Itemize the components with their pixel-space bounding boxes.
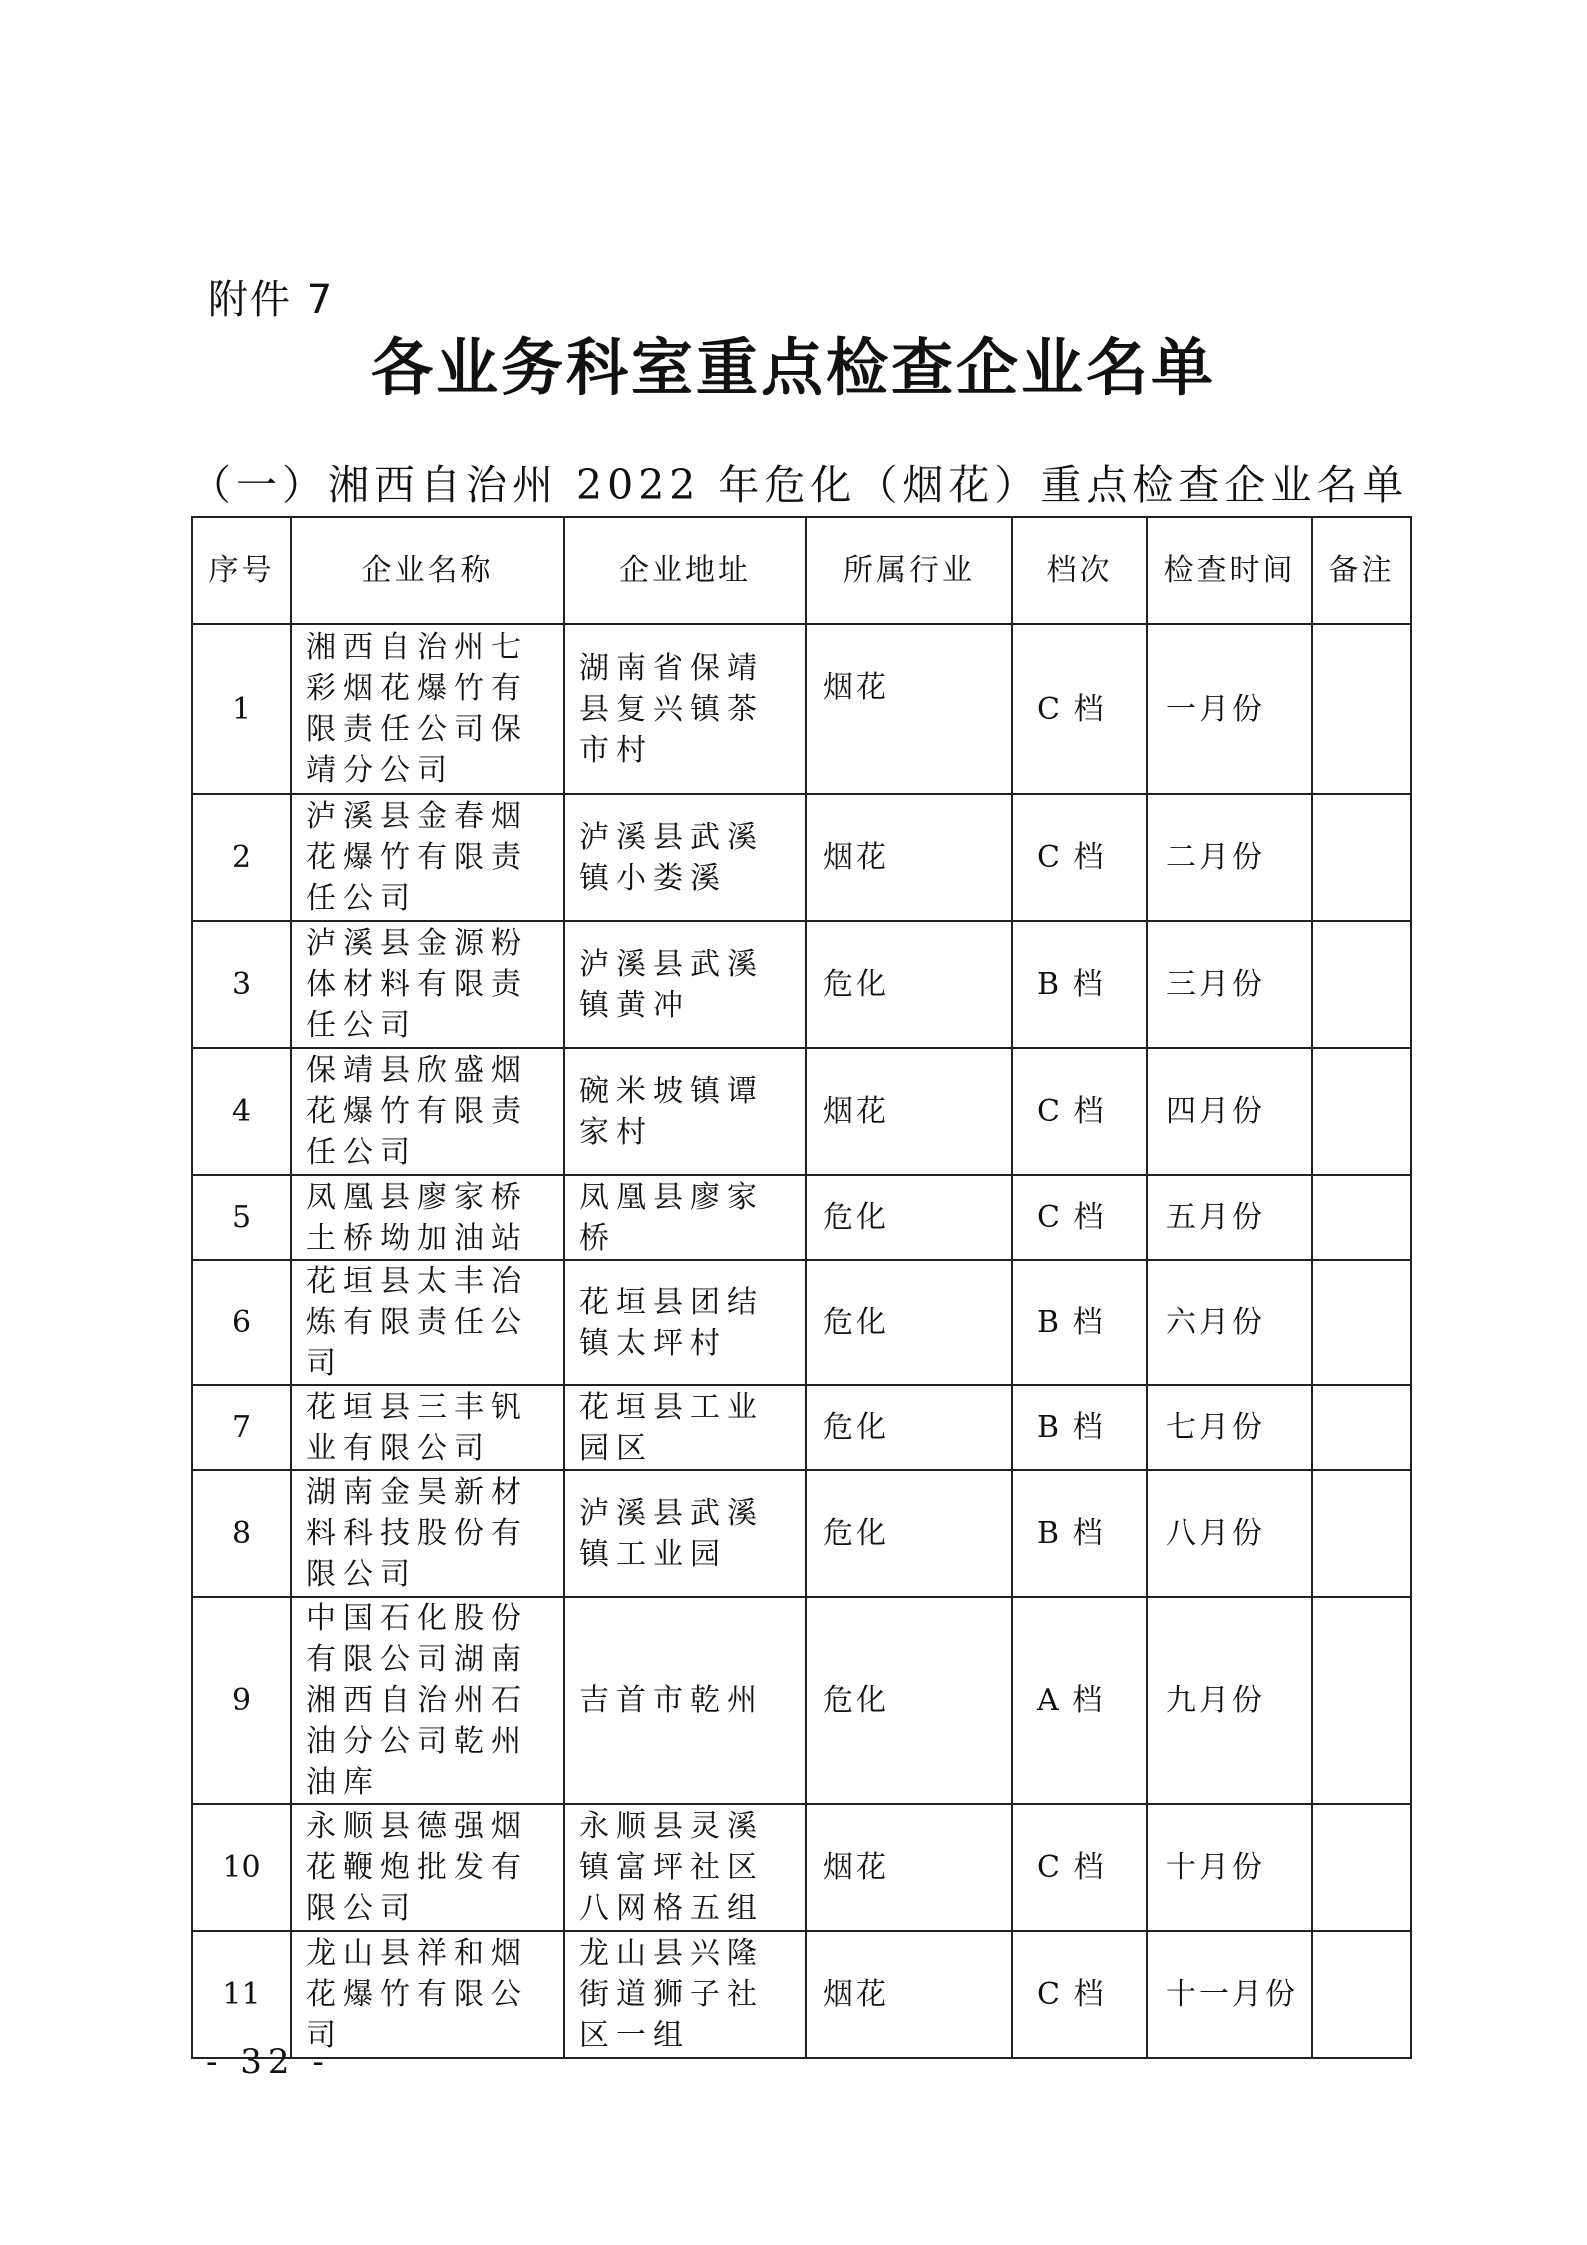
cell-no: 8 bbox=[192, 1470, 291, 1597]
cell-no: 4 bbox=[192, 1048, 291, 1175]
table-row bbox=[192, 624, 1411, 794]
cell-note bbox=[1312, 1175, 1411, 1260]
cell-time: 六月份 bbox=[1147, 1260, 1312, 1385]
cell-no: 6 bbox=[192, 1260, 291, 1385]
cell-no: 1 bbox=[192, 624, 291, 794]
header-grade: 档次 bbox=[1012, 517, 1147, 624]
table-row bbox=[192, 1931, 1411, 2058]
cell-no: 2 bbox=[192, 794, 291, 921]
table-row bbox=[192, 794, 1411, 921]
header-time: 检查时间 bbox=[1147, 517, 1312, 624]
cell-name: 凤凰县廖家桥土桥坳加油站 bbox=[291, 1175, 564, 1260]
cell-address: 湖南省保靖县复兴镇茶市村 bbox=[564, 624, 806, 794]
cell-name: 花垣县太丰冶炼有限责任公司 bbox=[291, 1260, 564, 1385]
cell-industry: 烟花 bbox=[806, 794, 1012, 921]
cell-time: 一月份 bbox=[1147, 624, 1312, 794]
cell-time: 五月份 bbox=[1147, 1175, 1312, 1260]
cell-grade: C 档 bbox=[1012, 794, 1147, 921]
cell-name: 中国石化股份有限公司湖南湘西自治州石油分公司乾州油库 bbox=[291, 1597, 564, 1804]
table-row bbox=[192, 921, 1411, 1048]
cell-grade: C 档 bbox=[1012, 1931, 1147, 2058]
cell-time: 九月份 bbox=[1147, 1597, 1312, 1804]
cell-note bbox=[1312, 1260, 1411, 1385]
cell-no: 10 bbox=[192, 1804, 291, 1931]
enterprise-table bbox=[191, 516, 1412, 2059]
cell-address: 泸溪县武溪镇小娄溪 bbox=[564, 794, 806, 921]
table-row bbox=[192, 1597, 1411, 1804]
cell-name: 永顺县德强烟花鞭炮批发有限公司 bbox=[291, 1804, 564, 1931]
cell-no: 3 bbox=[192, 921, 291, 1048]
cell-note bbox=[1312, 1048, 1411, 1175]
cell-industry: 危化 bbox=[806, 1385, 1012, 1470]
cell-name: 泸溪县金源粉体材料有限责任公司 bbox=[291, 921, 564, 1048]
cell-time: 十一月份 bbox=[1147, 1931, 1312, 2058]
cell-no: 5 bbox=[192, 1175, 291, 1260]
header-no: 序号 bbox=[192, 517, 291, 624]
cell-industry: 烟花 bbox=[806, 624, 1012, 794]
cell-name: 湖南金昊新材料科技股份有限公司 bbox=[291, 1470, 564, 1597]
cell-name: 龙山县祥和烟花爆竹有限公司 bbox=[291, 1931, 564, 2058]
cell-no: 11 bbox=[192, 1931, 291, 2058]
cell-grade: A 档 bbox=[1012, 1597, 1147, 1804]
header-note: 备注 bbox=[1312, 517, 1411, 624]
cell-name: 湘西自治州七彩烟花爆竹有限责任公司保靖分公司 bbox=[291, 624, 564, 794]
cell-address: 龙山县兴隆街道狮子社区一组 bbox=[564, 1931, 806, 2058]
table-subtitle: （一）湘西自治州 2022 年危化（烟花）重点检查企业名单 bbox=[190, 461, 1409, 509]
table-row bbox=[192, 1804, 1411, 1931]
cell-address: 花垣县工业园区 bbox=[564, 1385, 806, 1470]
table-row bbox=[192, 1470, 1411, 1597]
cell-time: 十月份 bbox=[1147, 1804, 1312, 1931]
cell-time: 八月份 bbox=[1147, 1470, 1312, 1597]
cell-address: 碗米坡镇谭家村 bbox=[564, 1048, 806, 1175]
cell-industry: 危化 bbox=[806, 1597, 1012, 1804]
table-header-row bbox=[192, 517, 1411, 624]
cell-industry: 危化 bbox=[806, 1175, 1012, 1260]
cell-grade: B 档 bbox=[1012, 921, 1147, 1048]
cell-industry: 危化 bbox=[806, 1470, 1012, 1597]
cell-grade: C 档 bbox=[1012, 624, 1147, 794]
cell-grade: C 档 bbox=[1012, 1804, 1147, 1931]
cell-note bbox=[1312, 1470, 1411, 1597]
cell-grade: B 档 bbox=[1012, 1260, 1147, 1385]
table-row bbox=[192, 1385, 1411, 1470]
cell-grade: C 档 bbox=[1012, 1175, 1147, 1260]
page-number: - 32 - bbox=[206, 2042, 330, 2082]
cell-note bbox=[1312, 1385, 1411, 1470]
cell-note bbox=[1312, 1804, 1411, 1931]
cell-address: 吉首市乾州 bbox=[564, 1597, 806, 1804]
cell-address: 泸溪县武溪镇黄冲 bbox=[564, 921, 806, 1048]
cell-address: 花垣县团结镇太坪村 bbox=[564, 1260, 806, 1385]
cell-note bbox=[1312, 1597, 1411, 1804]
cell-address: 永顺县灵溪镇富坪社区八网格五组 bbox=[564, 1804, 806, 1931]
cell-grade: B 档 bbox=[1012, 1385, 1147, 1470]
cell-note bbox=[1312, 1931, 1411, 2058]
cell-grade: C 档 bbox=[1012, 1048, 1147, 1175]
cell-note bbox=[1312, 921, 1411, 1048]
cell-note bbox=[1312, 624, 1411, 794]
cell-grade: B 档 bbox=[1012, 1470, 1147, 1597]
table-row bbox=[192, 1175, 1411, 1260]
cell-note bbox=[1312, 794, 1411, 921]
cell-address: 泸溪县武溪镇工业园 bbox=[564, 1470, 806, 1597]
cell-time: 七月份 bbox=[1147, 1385, 1312, 1470]
cell-time: 四月份 bbox=[1147, 1048, 1312, 1175]
cell-name: 花垣县三丰钒业有限公司 bbox=[291, 1385, 564, 1470]
cell-no: 7 bbox=[192, 1385, 291, 1470]
table-row bbox=[192, 1048, 1411, 1175]
cell-time: 三月份 bbox=[1147, 921, 1312, 1048]
table-row bbox=[192, 1260, 1411, 1385]
cell-industry: 烟花 bbox=[806, 1048, 1012, 1175]
attachment-label: 附件 7 bbox=[208, 277, 335, 323]
cell-no: 9 bbox=[192, 1597, 291, 1804]
header-name: 企业名称 bbox=[291, 517, 564, 624]
cell-address: 凤凰县廖家桥 bbox=[564, 1175, 806, 1260]
cell-industry: 危化 bbox=[806, 1260, 1012, 1385]
cell-industry: 危化 bbox=[806, 921, 1012, 1048]
document-title: 各业务科室重点检查企业名单 bbox=[370, 331, 1216, 404]
header-address: 企业地址 bbox=[564, 517, 806, 624]
cell-industry: 烟花 bbox=[806, 1804, 1012, 1931]
cell-industry: 烟花 bbox=[806, 1931, 1012, 2058]
cell-name: 保靖县欣盛烟花爆竹有限责任公司 bbox=[291, 1048, 564, 1175]
cell-time: 二月份 bbox=[1147, 794, 1312, 921]
header-industry: 所属行业 bbox=[806, 517, 1012, 624]
cell-name: 泸溪县金春烟花爆竹有限责任公司 bbox=[291, 794, 564, 921]
